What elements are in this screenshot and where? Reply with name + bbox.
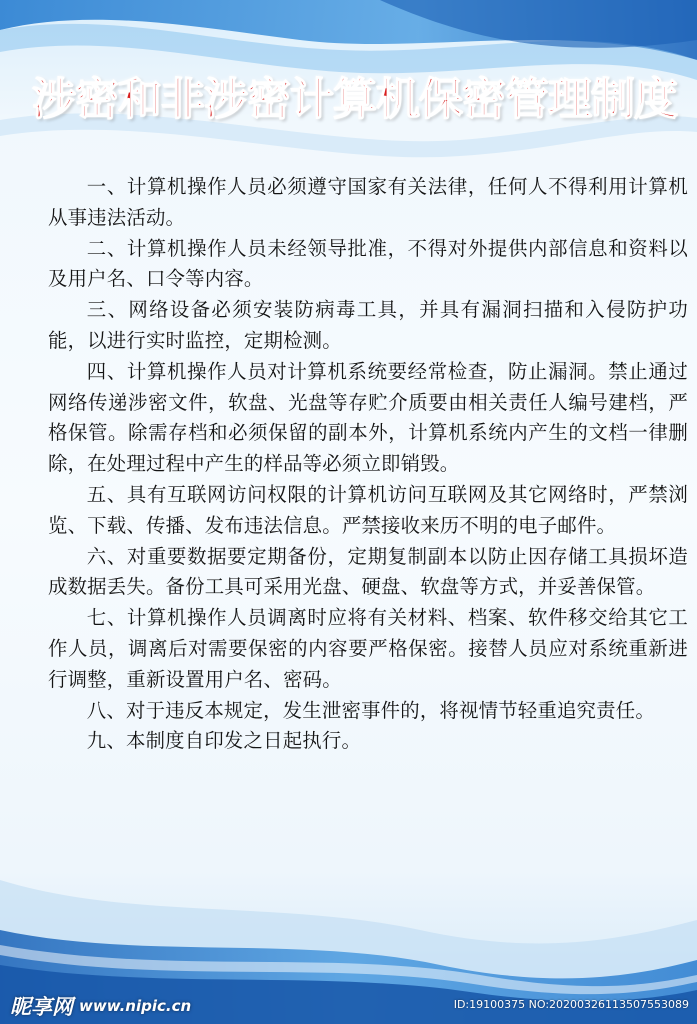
regulation-item-1: 一、计算机操作人员必须遵守国家有关法律，任何人不得利用计算机从事违法活动。 <box>48 175 688 229</box>
poster-title: 涉密和非涉密计算机保密管理制度 <box>32 74 677 125</box>
regulation-body <box>48 172 688 757</box>
watermark-id: ID:19100375 NO:20200326113507553089 <box>453 998 689 1011</box>
watermark <box>10 992 191 1020</box>
regulation-item-3: 三、网络设备必须安装防病毒工具，并具有漏洞扫描和入侵防护功能，以进行实时监控，定期检测。 <box>48 298 688 352</box>
regulation-item-7: 七、计算机操作人员调离时应将有关材料、档案、软件移交给其它工作人员，调离后对需要保密的内容要严格保密。接替人员应对系统重新进行调整，重新设置用户名、密码。 <box>48 606 688 691</box>
regulation-item-9: 九、本制度自印发之日起执行。 <box>86 729 362 753</box>
regulation-item-8: 八、对于违反本规定，发生泄密事件的，将视情节轻重追究责任。 <box>86 698 655 722</box>
watermark-url: www.nipic.cn <box>79 997 192 1015</box>
regulation-item-6: 六、对重要数据要定期备份，定期复制副本以防止因存储工具损坏造成数据丢失。备份工具可采用光盘、硬盘、软盘等方式，并妥善保管。 <box>48 544 688 599</box>
regulation-item-2: 二、计算机操作人员未经领导批准，不得对外提供内部信息和资料以及用户名、口令等内容。 <box>48 236 688 291</box>
regulation-item-5: 五、具有互联网访问权限的计算机访问互联网及其它网络时，严禁浏览、下载、传播、发布违法信息。严禁接收来历不明的电子邮件。 <box>48 482 688 537</box>
watermark-logo: 昵享网 <box>10 995 73 1019</box>
regulation-item-4: 四、计算机操作人员对计算机系统要经常检查，防止漏洞。禁止通过网络传递涉密文件，软盘、光盘等存贮介质要由相关责任人编号建档，严格保管。除需存档和必须保留的副本外，计算机系统内产生的文档一律删除，在处理过程中产生的样品等必须立即销毁。 <box>48 359 688 476</box>
